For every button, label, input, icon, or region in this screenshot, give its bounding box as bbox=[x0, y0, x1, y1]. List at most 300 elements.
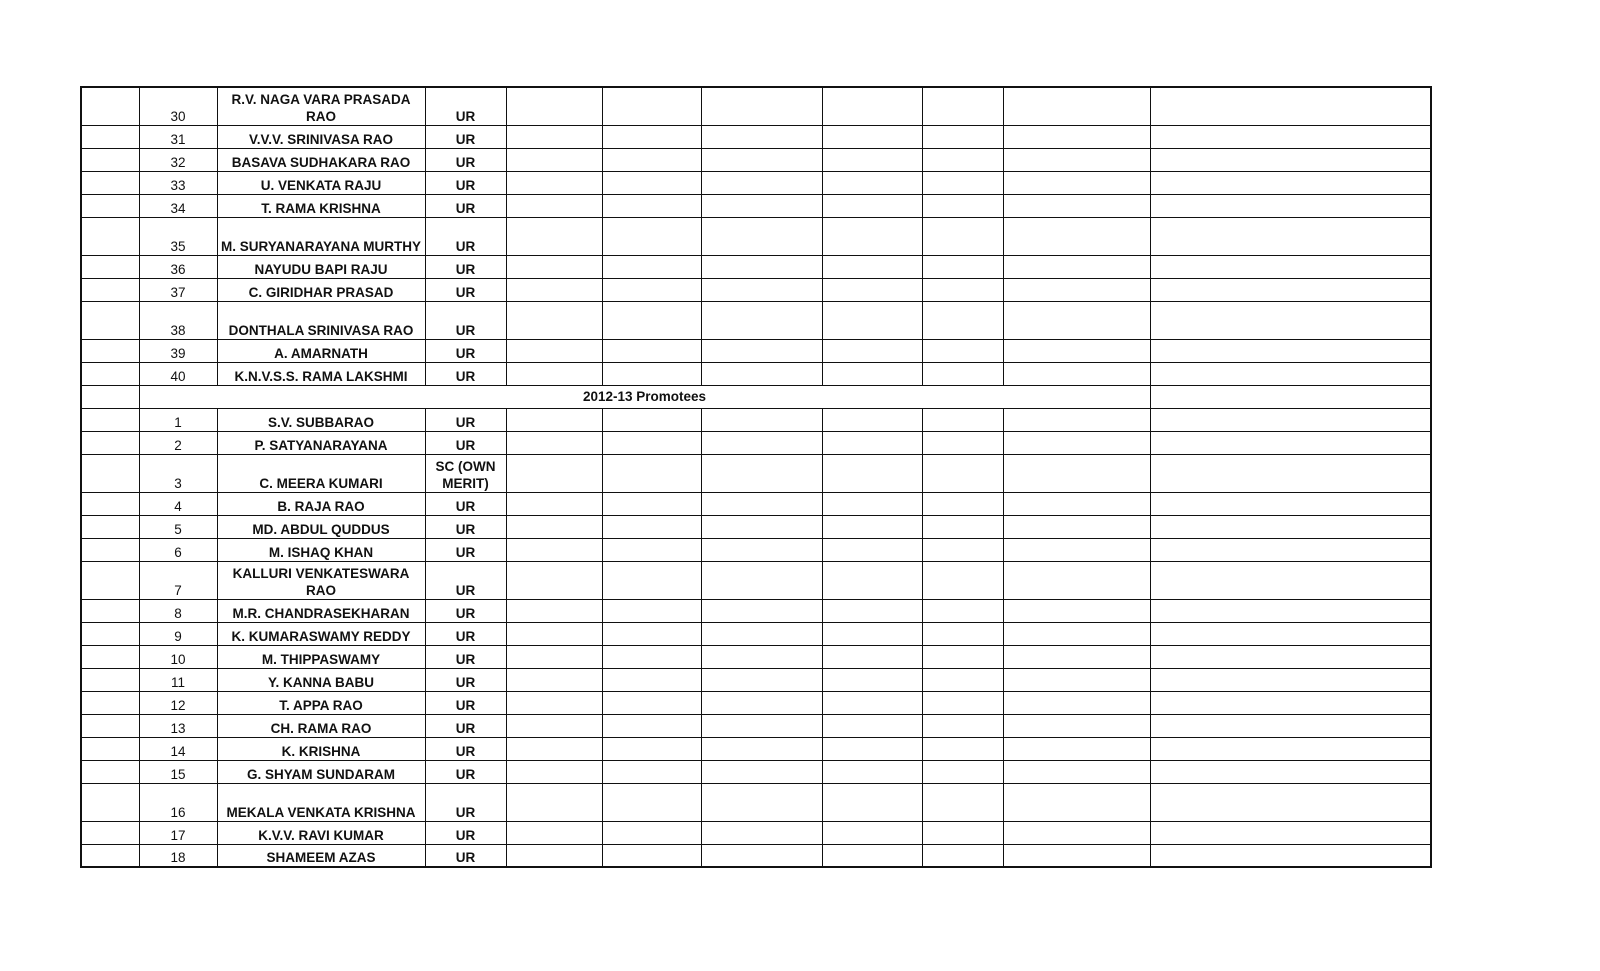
blank-cell bbox=[922, 87, 1003, 125]
blank-cell bbox=[1150, 148, 1431, 171]
serial-number-cell: 33 bbox=[139, 171, 217, 194]
name-cell: T. APPA RAO bbox=[217, 691, 425, 714]
category-cell: UR bbox=[425, 691, 506, 714]
blank-cell bbox=[1003, 255, 1150, 278]
category-cell: UR bbox=[425, 668, 506, 691]
category-cell: SC (OWN MERIT) bbox=[425, 454, 506, 492]
blank-cell bbox=[922, 538, 1003, 561]
blank-cell bbox=[1003, 301, 1150, 339]
blank-cell bbox=[81, 171, 139, 194]
blank-cell bbox=[1150, 760, 1431, 783]
blank-cell bbox=[1150, 217, 1431, 255]
blank-cell bbox=[506, 148, 602, 171]
blank-cell bbox=[922, 362, 1003, 385]
blank-cell bbox=[701, 255, 822, 278]
blank-cell bbox=[81, 645, 139, 668]
blank-cell bbox=[922, 783, 1003, 821]
category-cell: UR bbox=[425, 362, 506, 385]
blank-cell bbox=[506, 454, 602, 492]
blank-cell bbox=[1150, 844, 1431, 867]
category-cell: UR bbox=[425, 821, 506, 844]
serial-number-cell: 3 bbox=[139, 454, 217, 492]
blank-cell bbox=[81, 737, 139, 760]
blank-cell bbox=[822, 431, 922, 454]
name-cell: SHAMEEM AZAS bbox=[217, 844, 425, 867]
table-row bbox=[81, 362, 1431, 385]
blank-cell bbox=[506, 783, 602, 821]
blank-cell bbox=[1003, 714, 1150, 737]
blank-cell bbox=[822, 561, 922, 599]
blank-cell bbox=[1003, 87, 1150, 125]
blank-cell bbox=[506, 760, 602, 783]
blank-cell bbox=[822, 217, 922, 255]
category-cell: UR bbox=[425, 171, 506, 194]
name-cell: M.R. CHANDRASEKHARAN bbox=[217, 599, 425, 622]
blank-cell bbox=[1150, 385, 1431, 408]
name-cell: V.V.V. SRINIVASA RAO bbox=[217, 125, 425, 148]
blank-cell bbox=[1003, 783, 1150, 821]
name-cell: C. MEERA KUMARI bbox=[217, 454, 425, 492]
blank-cell bbox=[701, 691, 822, 714]
blank-cell bbox=[506, 691, 602, 714]
blank-cell bbox=[1150, 821, 1431, 844]
blank-cell bbox=[602, 148, 701, 171]
blank-cell bbox=[822, 278, 922, 301]
blank-cell bbox=[506, 714, 602, 737]
blank-cell bbox=[81, 691, 139, 714]
blank-cell bbox=[822, 783, 922, 821]
table-row bbox=[81, 783, 1431, 821]
blank-cell bbox=[701, 622, 822, 645]
blank-cell bbox=[1150, 515, 1431, 538]
blank-cell bbox=[701, 278, 822, 301]
blank-cell bbox=[506, 492, 602, 515]
blank-cell bbox=[602, 668, 701, 691]
table-row bbox=[81, 691, 1431, 714]
serial-number-cell: 5 bbox=[139, 515, 217, 538]
blank-cell bbox=[81, 408, 139, 431]
table-row bbox=[81, 492, 1431, 515]
serial-number-cell: 31 bbox=[139, 125, 217, 148]
blank-cell bbox=[81, 431, 139, 454]
blank-cell bbox=[602, 645, 701, 668]
table-row bbox=[81, 148, 1431, 171]
serial-number-cell: 35 bbox=[139, 217, 217, 255]
category-cell: UR bbox=[425, 515, 506, 538]
category-cell: UR bbox=[425, 538, 506, 561]
category-cell: UR bbox=[425, 599, 506, 622]
blank-cell bbox=[822, 538, 922, 561]
blank-cell bbox=[1150, 492, 1431, 515]
category-cell: UR bbox=[425, 492, 506, 515]
blank-cell bbox=[81, 622, 139, 645]
blank-cell bbox=[822, 194, 922, 217]
blank-cell bbox=[1003, 431, 1150, 454]
blank-cell bbox=[602, 301, 701, 339]
blank-cell bbox=[506, 194, 602, 217]
blank-cell bbox=[602, 760, 701, 783]
blank-cell bbox=[81, 217, 139, 255]
blank-cell bbox=[922, 431, 1003, 454]
blank-cell bbox=[1003, 645, 1150, 668]
blank-cell bbox=[1003, 171, 1150, 194]
blank-cell bbox=[1150, 538, 1431, 561]
blank-cell bbox=[822, 515, 922, 538]
blank-cell bbox=[1003, 538, 1150, 561]
table-row bbox=[81, 844, 1431, 867]
serial-number-cell: 40 bbox=[139, 362, 217, 385]
name-cell: CH. RAMA RAO bbox=[217, 714, 425, 737]
category-cell: UR bbox=[425, 125, 506, 148]
table-row bbox=[81, 339, 1431, 362]
blank-cell bbox=[701, 668, 822, 691]
blank-cell bbox=[701, 125, 822, 148]
name-cell: BASAVA SUDHAKARA RAO bbox=[217, 148, 425, 171]
blank-cell bbox=[81, 760, 139, 783]
blank-cell bbox=[701, 714, 822, 737]
serial-number-cell: 34 bbox=[139, 194, 217, 217]
blank-cell bbox=[81, 255, 139, 278]
blank-cell bbox=[602, 561, 701, 599]
blank-cell bbox=[922, 148, 1003, 171]
blank-cell bbox=[506, 431, 602, 454]
serial-number-cell: 38 bbox=[139, 301, 217, 339]
blank-cell bbox=[1150, 431, 1431, 454]
blank-cell bbox=[506, 737, 602, 760]
blank-cell bbox=[822, 148, 922, 171]
category-cell: UR bbox=[425, 431, 506, 454]
blank-cell bbox=[922, 668, 1003, 691]
blank-cell bbox=[506, 599, 602, 622]
blank-cell bbox=[1150, 125, 1431, 148]
blank-cell bbox=[602, 278, 701, 301]
serial-number-cell: 10 bbox=[139, 645, 217, 668]
blank-cell bbox=[822, 714, 922, 737]
blank-cell bbox=[701, 821, 822, 844]
table-row bbox=[81, 561, 1431, 599]
category-cell: UR bbox=[425, 760, 506, 783]
blank-cell bbox=[701, 561, 822, 599]
blank-cell bbox=[922, 278, 1003, 301]
category-cell: UR bbox=[425, 408, 506, 431]
blank-cell bbox=[602, 454, 701, 492]
blank-cell bbox=[922, 760, 1003, 783]
blank-cell bbox=[822, 622, 922, 645]
blank-cell bbox=[922, 125, 1003, 148]
blank-cell bbox=[1150, 622, 1431, 645]
blank-cell bbox=[602, 783, 701, 821]
name-cell: G. SHYAM SUNDARAM bbox=[217, 760, 425, 783]
blank-cell bbox=[701, 217, 822, 255]
serial-number-cell: 39 bbox=[139, 339, 217, 362]
blank-cell bbox=[1003, 454, 1150, 492]
blank-cell bbox=[1003, 760, 1150, 783]
name-cell: K.N.V.S.S. RAMA LAKSHMI bbox=[217, 362, 425, 385]
blank-cell bbox=[506, 645, 602, 668]
name-cell: R.V. NAGA VARA PRASADA RAO bbox=[217, 87, 425, 125]
blank-cell bbox=[922, 339, 1003, 362]
serial-number-cell: 9 bbox=[139, 622, 217, 645]
name-cell: K. KUMARASWAMY REDDY bbox=[217, 622, 425, 645]
blank-cell bbox=[701, 783, 822, 821]
blank-cell bbox=[81, 362, 139, 385]
blank-cell bbox=[506, 515, 602, 538]
blank-cell bbox=[822, 454, 922, 492]
blank-cell bbox=[922, 217, 1003, 255]
blank-cell bbox=[81, 125, 139, 148]
blank-cell bbox=[822, 171, 922, 194]
blank-cell bbox=[822, 87, 922, 125]
serial-number-cell: 36 bbox=[139, 255, 217, 278]
blank-cell bbox=[701, 844, 822, 867]
table-row bbox=[81, 599, 1431, 622]
blank-cell bbox=[822, 301, 922, 339]
serial-number-cell: 8 bbox=[139, 599, 217, 622]
blank-cell bbox=[506, 538, 602, 561]
table-row bbox=[81, 668, 1431, 691]
blank-cell bbox=[1150, 599, 1431, 622]
name-cell: MEKALA VENKATA KRISHNA bbox=[217, 783, 425, 821]
blank-cell bbox=[701, 148, 822, 171]
blank-cell bbox=[822, 760, 922, 783]
blank-cell bbox=[1003, 737, 1150, 760]
blank-cell bbox=[1150, 691, 1431, 714]
name-cell: M. THIPPASWAMY bbox=[217, 645, 425, 668]
blank-cell bbox=[81, 339, 139, 362]
blank-cell bbox=[81, 194, 139, 217]
blank-cell bbox=[822, 599, 922, 622]
table-row bbox=[81, 278, 1431, 301]
category-cell: UR bbox=[425, 622, 506, 645]
table-row bbox=[81, 622, 1431, 645]
blank-cell bbox=[506, 301, 602, 339]
serial-number-cell: 6 bbox=[139, 538, 217, 561]
serial-number-cell: 32 bbox=[139, 148, 217, 171]
blank-cell bbox=[81, 515, 139, 538]
category-cell: UR bbox=[425, 194, 506, 217]
blank-cell bbox=[81, 821, 139, 844]
serial-number-cell: 1 bbox=[139, 408, 217, 431]
blank-cell bbox=[1003, 668, 1150, 691]
table-row bbox=[81, 645, 1431, 668]
table-row bbox=[81, 454, 1431, 492]
blank-cell bbox=[602, 87, 701, 125]
blank-cell bbox=[922, 255, 1003, 278]
table-row bbox=[81, 515, 1431, 538]
blank-cell bbox=[822, 737, 922, 760]
blank-cell bbox=[506, 217, 602, 255]
blank-cell bbox=[822, 844, 922, 867]
name-cell: K.V.V. RAVI KUMAR bbox=[217, 821, 425, 844]
blank-cell bbox=[506, 622, 602, 645]
blank-cell bbox=[701, 538, 822, 561]
blank-cell bbox=[506, 408, 602, 431]
serial-number-cell: 2 bbox=[139, 431, 217, 454]
blank-cell bbox=[701, 362, 822, 385]
blank-cell bbox=[701, 301, 822, 339]
blank-cell bbox=[822, 339, 922, 362]
blank-cell bbox=[822, 691, 922, 714]
blank-cell bbox=[822, 668, 922, 691]
blank-cell bbox=[922, 622, 1003, 645]
serial-number-cell: 16 bbox=[139, 783, 217, 821]
table-row bbox=[81, 538, 1431, 561]
blank-cell bbox=[701, 760, 822, 783]
blank-cell bbox=[1003, 492, 1150, 515]
blank-cell bbox=[602, 622, 701, 645]
blank-cell bbox=[506, 339, 602, 362]
name-cell: K. KRISHNA bbox=[217, 737, 425, 760]
blank-cell bbox=[922, 691, 1003, 714]
name-cell: C. GIRIDHAR PRASAD bbox=[217, 278, 425, 301]
blank-cell bbox=[922, 492, 1003, 515]
blank-cell bbox=[701, 87, 822, 125]
name-cell: M. ISHAQ KHAN bbox=[217, 538, 425, 561]
blank-cell bbox=[1003, 408, 1150, 431]
blank-cell bbox=[1150, 561, 1431, 599]
category-cell: UR bbox=[425, 148, 506, 171]
blank-cell bbox=[602, 599, 701, 622]
blank-cell bbox=[506, 125, 602, 148]
blank-cell bbox=[1003, 194, 1150, 217]
blank-cell bbox=[506, 668, 602, 691]
name-cell: MD. ABDUL QUDDUS bbox=[217, 515, 425, 538]
blank-cell bbox=[81, 454, 139, 492]
blank-cell bbox=[701, 737, 822, 760]
blank-cell bbox=[1150, 454, 1431, 492]
table-row bbox=[81, 194, 1431, 217]
blank-cell bbox=[701, 454, 822, 492]
blank-cell bbox=[1003, 339, 1150, 362]
table-row bbox=[81, 408, 1431, 431]
blank-cell bbox=[81, 668, 139, 691]
blank-cell bbox=[1003, 821, 1150, 844]
blank-cell bbox=[1150, 278, 1431, 301]
category-cell: UR bbox=[425, 301, 506, 339]
blank-cell bbox=[1150, 362, 1431, 385]
blank-cell bbox=[701, 408, 822, 431]
blank-cell bbox=[81, 87, 139, 125]
blank-cell bbox=[602, 125, 701, 148]
blank-cell bbox=[506, 87, 602, 125]
serial-number-cell: 12 bbox=[139, 691, 217, 714]
blank-cell bbox=[1003, 362, 1150, 385]
blank-cell bbox=[81, 599, 139, 622]
blank-cell bbox=[506, 844, 602, 867]
blank-cell bbox=[701, 339, 822, 362]
name-cell: U. VENKATA RAJU bbox=[217, 171, 425, 194]
blank-cell bbox=[822, 362, 922, 385]
table-row bbox=[81, 737, 1431, 760]
table-row bbox=[81, 87, 1431, 125]
section-header-row bbox=[81, 385, 1431, 408]
name-cell: M. SURYANARAYANA MURTHY bbox=[217, 217, 425, 255]
blank-cell bbox=[602, 492, 701, 515]
blank-cell bbox=[506, 171, 602, 194]
blank-cell bbox=[822, 821, 922, 844]
blank-cell bbox=[81, 385, 139, 408]
blank-cell bbox=[1003, 622, 1150, 645]
blank-cell bbox=[1003, 561, 1150, 599]
blank-cell bbox=[506, 561, 602, 599]
blank-cell bbox=[506, 278, 602, 301]
category-cell: UR bbox=[425, 278, 506, 301]
table-row bbox=[81, 125, 1431, 148]
blank-cell bbox=[822, 492, 922, 515]
blank-cell bbox=[701, 492, 822, 515]
table-row bbox=[81, 431, 1431, 454]
category-cell: UR bbox=[425, 217, 506, 255]
blank-cell bbox=[1150, 408, 1431, 431]
blank-cell bbox=[1150, 737, 1431, 760]
blank-cell bbox=[81, 844, 139, 867]
table-row bbox=[81, 255, 1431, 278]
blank-cell bbox=[1150, 255, 1431, 278]
blank-cell bbox=[81, 278, 139, 301]
blank-cell bbox=[602, 844, 701, 867]
blank-cell bbox=[81, 301, 139, 339]
category-cell: UR bbox=[425, 561, 506, 599]
blank-cell bbox=[922, 194, 1003, 217]
blank-cell bbox=[602, 714, 701, 737]
blank-cell bbox=[602, 255, 701, 278]
blank-cell bbox=[922, 844, 1003, 867]
blank-cell bbox=[602, 194, 701, 217]
serial-number-cell: 17 bbox=[139, 821, 217, 844]
blank-cell bbox=[602, 171, 701, 194]
table-row bbox=[81, 821, 1431, 844]
blank-cell bbox=[602, 408, 701, 431]
blank-cell bbox=[701, 431, 822, 454]
blank-cell bbox=[1150, 714, 1431, 737]
table-row bbox=[81, 714, 1431, 737]
blank-cell bbox=[506, 362, 602, 385]
blank-cell bbox=[1150, 171, 1431, 194]
blank-cell bbox=[81, 148, 139, 171]
name-cell: NAYUDU BAPI RAJU bbox=[217, 255, 425, 278]
blank-cell bbox=[602, 737, 701, 760]
serial-number-cell: 4 bbox=[139, 492, 217, 515]
blank-cell bbox=[922, 645, 1003, 668]
table-row bbox=[81, 171, 1431, 194]
blank-cell bbox=[922, 454, 1003, 492]
blank-cell bbox=[922, 821, 1003, 844]
blank-cell bbox=[922, 301, 1003, 339]
blank-cell bbox=[602, 339, 701, 362]
category-cell: UR bbox=[425, 339, 506, 362]
table-row bbox=[81, 301, 1431, 339]
name-cell: A. AMARNATH bbox=[217, 339, 425, 362]
blank-cell bbox=[1003, 148, 1150, 171]
blank-cell bbox=[822, 645, 922, 668]
blank-cell bbox=[81, 561, 139, 599]
blank-cell bbox=[701, 194, 822, 217]
promotees-table bbox=[80, 86, 1432, 868]
serial-number-cell: 37 bbox=[139, 278, 217, 301]
blank-cell bbox=[1150, 87, 1431, 125]
name-cell: KALLURI VENKATESWARA RAO bbox=[217, 561, 425, 599]
name-cell: B. RAJA RAO bbox=[217, 492, 425, 515]
category-cell: UR bbox=[425, 714, 506, 737]
blank-cell bbox=[81, 714, 139, 737]
blank-cell bbox=[922, 171, 1003, 194]
blank-cell bbox=[602, 217, 701, 255]
blank-cell bbox=[922, 737, 1003, 760]
name-cell: Y. KANNA BABU bbox=[217, 668, 425, 691]
blank-cell bbox=[602, 515, 701, 538]
blank-cell bbox=[1150, 783, 1431, 821]
name-cell: S.V. SUBBARAO bbox=[217, 408, 425, 431]
